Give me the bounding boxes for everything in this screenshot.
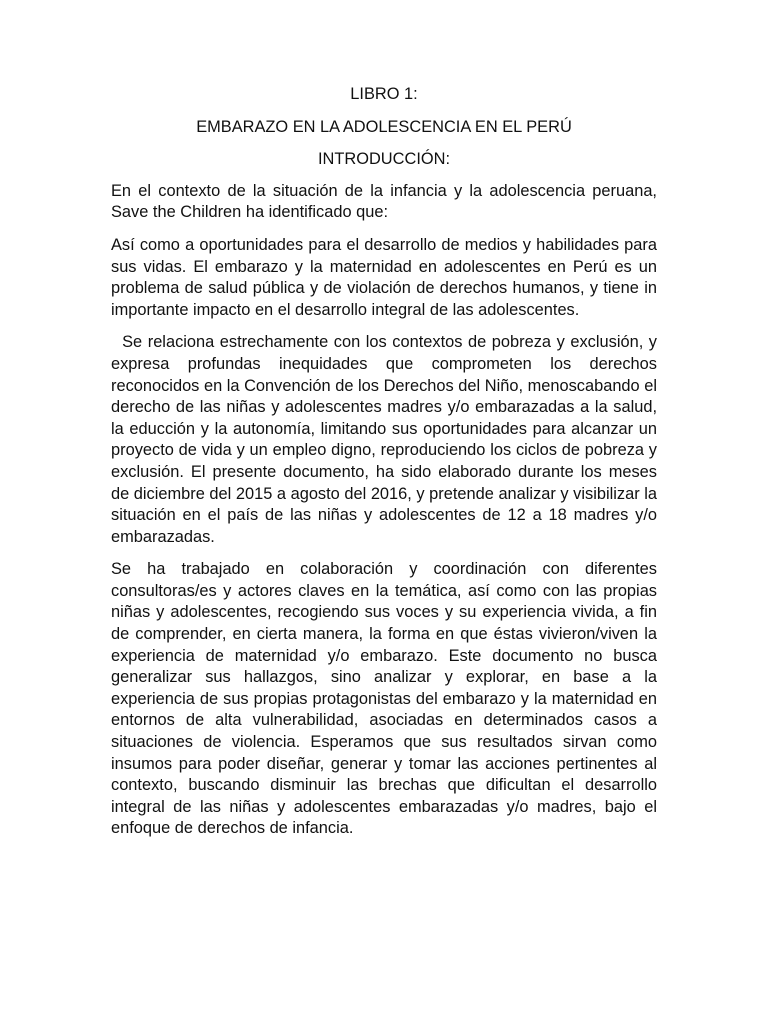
paragraph-opportunities: Así como a oportunidades para el desarrollo de medios y habilidades para sus vidas. El embarazo y la maternidad en adolescentes en Perú es un problema de salud pública y de violación de derechos humanos, y tiene in importante impacto en el desarrollo integral de las adolescentes.: [111, 235, 657, 319]
paragraph-context: En el contexto de la situación de la infancia y la adolescencia peruana, Save the Children ha identificado que:: [111, 181, 657, 222]
section-heading: INTRODUCCIÓN:: [317, 150, 451, 169]
book-title: LIBRO 1:: [350, 85, 418, 103]
book-subtitle: EMBARAZO EN LA ADOLESCENCIA EN EL PERÚ: [196, 117, 572, 136]
paragraph-poverty: [111, 332, 657, 548]
paragraph-poverty-text: Se relaciona estrechamente con los contextos de pobreza y exclusión, y expresa profundas inequidades que comprometen los derechos reconocidos en la Convención de los Derechos del Niño, menoscabando el derecho de las niñas y adolescentes madres y/o embarazadas a la salud, la educción y la autonomía, limitando sus oportunidades para alcanzar un proyecto de vida y un empleo digno, reproduciendo los ciclos de pobreza y exclusión. El presente documento, ha sido elaborado durante los meses de diciembre del 2015 a agosto del 2016, y pretende analizar y visibilizar la situación en el país de las niñas y adolescentes de 12 a 18 madres y/o embarazadas.: [111, 333, 657, 546]
document-body: [111, 84, 657, 840]
paragraph-collaboration: Se ha trabajado en colaboración y coordinación con diferentes consultoras/es y actores claves en la temática, así como con las propias niñas y adolescentes, recogiendo sus voces y su experiencia vivida, a fin de comprender, en cierta manera, la forma en que éstas vivieron/viven la experiencia de maternidad y/o embarazo. Este documento no busca generalizar sus hallazgos, sino analizar y explorar, en base a la experiencia de sus propias protagonistas del embarazo y la maternidad en entornos de alta vulnerabilidad, asociadas en determinados casos a situaciones de violencia. Esperamos que sus resultados sirvan como insumos para poder diseñar, generar y tomar las acciones pertinentes al contexto, buscando disminuir las brechas que dificultan el desarrollo integral de las niñas y adolescentes embarazadas y/o madres, bajo el enfoque de derechos de infancia.: [111, 560, 657, 838]
